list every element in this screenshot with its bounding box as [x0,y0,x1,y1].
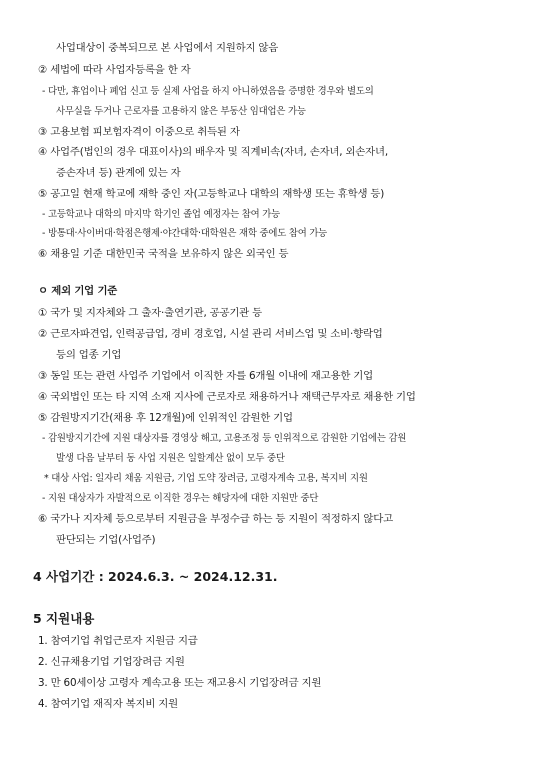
support-heading: 5 지원내용 [33,611,95,626]
list-item-continued: 등의 업종 기업 [56,349,122,361]
list-item-continued: 판단되는 기업(사업주) [56,534,156,546]
list-item: ⑤ 감원방지기간(채용 후 12개월)에 인위적인 감원한 기업 [38,412,293,424]
list-item: 3. 만 60세이상 고령자 계속고용 또는 재고용시 기업장려금 지원 [38,677,322,689]
section-heading: ㅇ 제외 기업 기준 [38,285,118,297]
list-item: ④ 국외법인 또는 타 지역 소재 지사에 근로자로 채용하거나 재택근무자로 채용한 기업 [38,391,416,403]
sub-item-continued: 사무실을 두거나 근로자를 고용하지 않은 부동산 임대업은 가능 [56,106,306,117]
list-item: 1. 참여기업 취업근로자 지원금 지급 [38,635,198,647]
sub-item: - 다만, 휴업이나 폐업 신고 등 실제 사업을 하지 아니하였음을 증명한 경우와 별도의 [42,86,374,97]
sub-item: - 방통대·사이버대·학점은행제·야간대학·대학원은 재학 중에도 참여 가능 [42,228,328,239]
list-item: 4. 참여기업 재직자 복지비 지원 [38,698,178,710]
sub-item: - 지원 대상자가 자발적으로 이직한 경우는 해당자에 대한 지원만 중단 [42,493,319,504]
list-item: ② 세법에 따라 사업자등록을 한 자 [38,64,191,76]
list-item: 2. 신규채용기업 기업장려금 지원 [38,656,185,668]
list-item: ③ 고용보험 피보험자격이 이중으로 취득된 자 [38,126,240,138]
list-item: ② 근로자파견업, 인력공급업, 경비 경호업, 시설 관리 서비스업 및 소비·향락업 [38,328,383,340]
list-item-continued: 증손자녀 등) 관계에 있는 자 [56,167,181,179]
list-item: ④ 사업주(법인의 경우 대표이사)의 배우자 및 직계비속(자녀, 손자녀, 외손자녀, [38,146,388,158]
list-item: ⑤ 공고일 현재 학교에 재학 중인 자(고등학교나 대학의 재학생 또는 휴학생 등) [38,188,385,200]
list-item: ③ 동일 또는 관련 사업주 기업에서 이직한 자를 6개월 이내에 재고용한 기업 [38,370,373,382]
period-heading: 4 사업기간 : 2024.6.3. ~ 2024.12.31. [33,569,278,584]
text-line: 사업대상이 중복되므로 본 사업에서 지원하지 않음 [56,42,279,54]
sub-item: - 고등학교나 대학의 마지막 학기인 졸업 예정자는 참여 가능 [42,209,280,220]
sub-item-continued: 발생 다음 날부터 동 사업 지원은 일할계산 없이 모두 중단 [56,453,285,464]
list-item: ⑥ 채용일 기준 대한민국 국적을 보유하지 않은 외국인 등 [38,248,289,260]
list-item: ⑥ 국가나 지자체 등으로부터 지원금을 부정수급 하는 등 지원이 적정하지 않다고 [38,513,393,525]
note-item: * 대상 사업: 일자리 채움 지원금, 기업 도약 장려금, 고령자계속 고용, 복지비 지원 [44,473,368,484]
sub-item: - 감원방지기간에 지원 대상자를 경영상 해고, 고용조정 등 인위적으로 감원한 기업에는 감원 [42,433,407,444]
list-item: ① 국가 및 지자체와 그 출자·출연기관, 공공기관 등 [38,307,262,319]
